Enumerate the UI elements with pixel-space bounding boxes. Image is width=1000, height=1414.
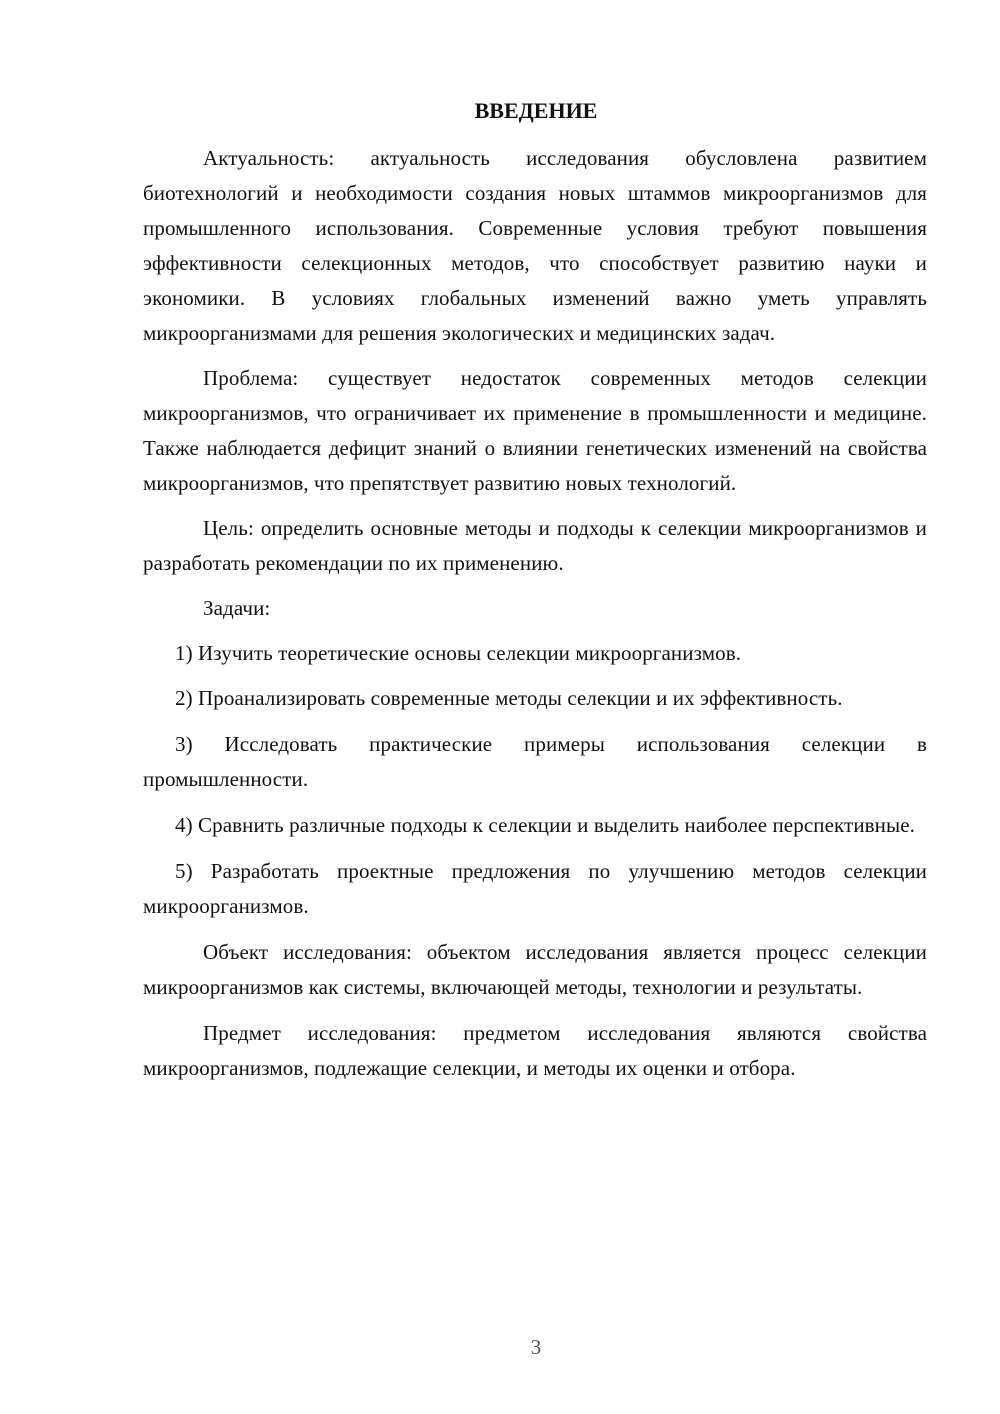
paragraph-tasks-label: Задачи:	[203, 596, 271, 620]
paragraph-subject: Предмет исследования: предметом исследования являются свойства микроорганизмов, подлежащие селекции, и методы их оценки и отбора.	[143, 1021, 927, 1080]
task-item-2: 2) Проанализировать современные методы селекции и их эффективность.	[175, 686, 843, 710]
task-item-1: 1) Изучить теоретические основы селекции микроорганизмов.	[175, 641, 742, 665]
task-item-5: 5) Разработать проектные предложения по улучшению методов селекции микроорганизмов.	[143, 859, 927, 918]
body-text	[143, 141, 927, 1086]
paragraph-problem: Проблема: существует недостаток современных методов селекции микроорганизмов, что ограничивает их применение в промышленности и медицине. Также наблюдается дефицит знаний о влиянии генетических изменений на свойства микроорганизмов, что препятствует развитию новых технологий.	[143, 366, 927, 495]
paragraph-goal: Цель: определить основные методы и подходы к селекции микроорганизмов и разработать рекомендации по их применению.	[143, 516, 927, 575]
paragraph-relevance: Актуальность: актуальность исследования обусловлена развитием биотехнологий и необходимости создания новых штаммов микроорганизмов для промышленного использования. Современные условия требуют повышения эффективности селекционных методов, что способствует развитию науки и экономики. В условиях глобальных изменений важно уметь управлять микроорганизмами для решения экологических и медицинских задач.	[143, 146, 927, 345]
page-number: 3	[530, 1335, 542, 1359]
task-item-3: 3) Исследовать практические примеры использования селекции в промышленности.	[143, 732, 927, 791]
task-item-4: 4) Сравнить различные подходы к селекции и выделить наиболее перспективные.	[175, 813, 915, 837]
section-title: ВВЕДЕНИЕ	[474, 98, 598, 123]
paragraph-object: Объект исследования: объектом исследования является процесс селекции микроорганизмов как системы, включающей методы, технологии и результаты.	[143, 940, 927, 999]
